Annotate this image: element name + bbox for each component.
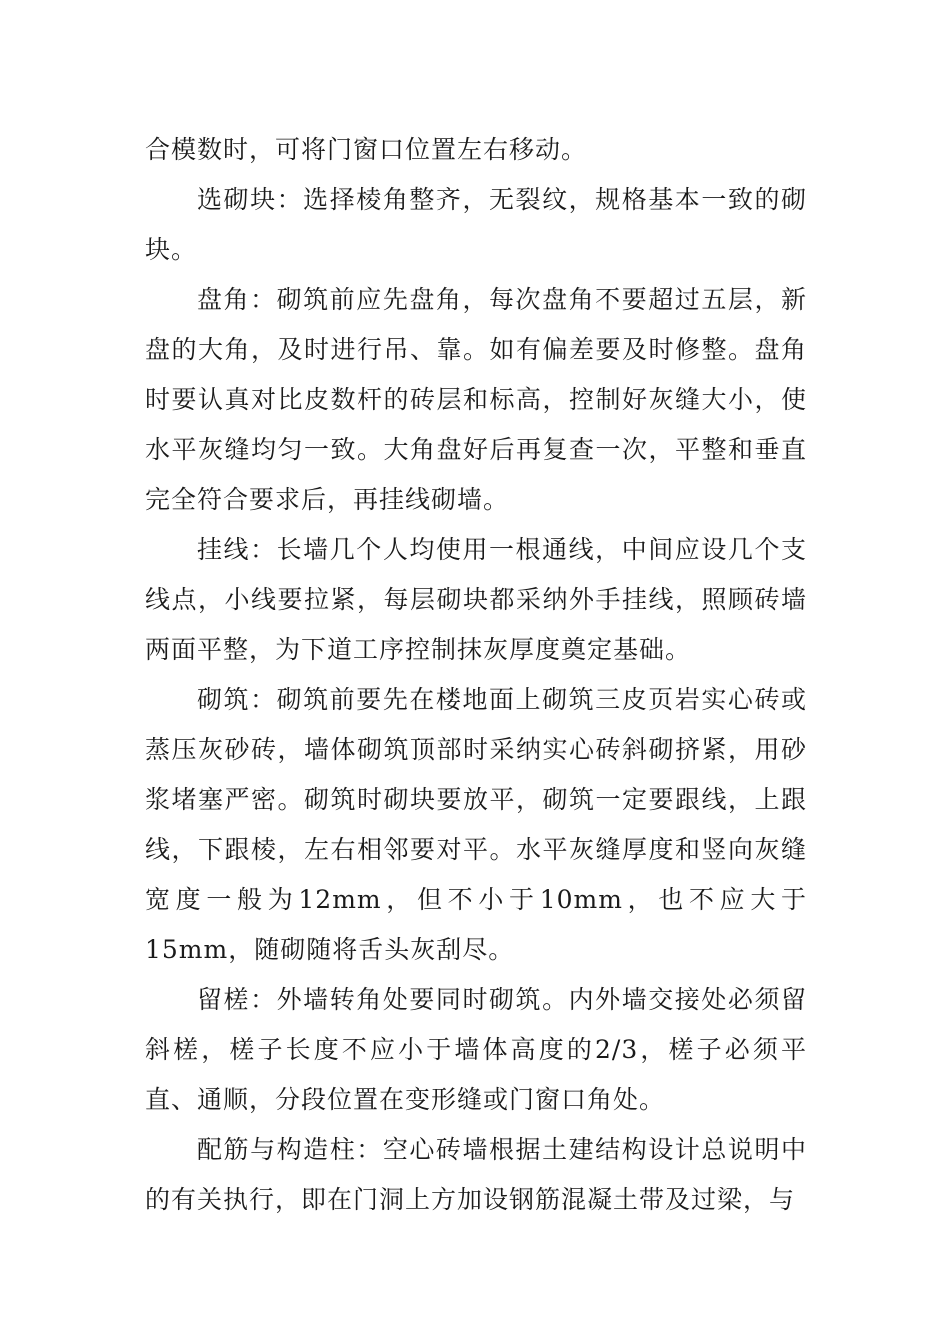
document-body (145, 125, 807, 1225)
paragraph-continuation: 合模数时，可将门窗口位置左右移动。 (145, 135, 588, 164)
paragraph-reinforcement: 配筋与构造柱：空心砖墙根据土建结构设计总说明中的有关执行，即在门洞上方加设钢筋混凝土带及过梁，与 (145, 1135, 807, 1214)
paragraph-line-hanging: 挂线：长墙几个人均使用一根通线，中间应设几个支线点，小线要拉紧，每层砌块都采纳外手挂线，照顾砖墙两面平整，为下道工序控制抹灰厚度奠定基础。 (145, 535, 807, 664)
paragraph-select-blocks: 选砌块：选择棱角整齐，无裂纹，规格基本一致的砌块。 (145, 185, 807, 264)
paragraph-corner-laying: 盘角：砌筑前应先盘角，每次盘角不要超过五层，新盘的大角，及时进行吊、靠。如有偏差要及时修整。盘角时要认真对比皮数杆的砖层和标高，控制好灰缝大小，使水平灰缝均匀一致。大角盘好后再复查一次，平整和垂直完全符合要求后，再挂线砌墙。 (145, 285, 807, 514)
paragraph-masonry: 砌筑：砌筑前要先在楼地面上砌筑三皮页岩实心砖或蒸压灰砂砖，墙体砌筑顶部时采纳实心砖斜砌挤紧，用砂浆堵塞严密。砌筑时砌块要放平，砌筑一定要跟线，上跟线，下跟棱，左右相邻要对平。水平灰缝厚度和竖向灰缝宽度一般为12mm，但不小于10mm，也不应大于15mm，随砌随将舌头灰刮尽。 (145, 685, 807, 964)
paragraph-toothing: 留槎：外墙转角处要同时砌筑。内外墙交接处必须留斜槎，槎子长度不应小于墙体高度的2/3，槎子必须平直、通顺，分段位置在变形缝或门窗口角处。 (145, 985, 807, 1114)
